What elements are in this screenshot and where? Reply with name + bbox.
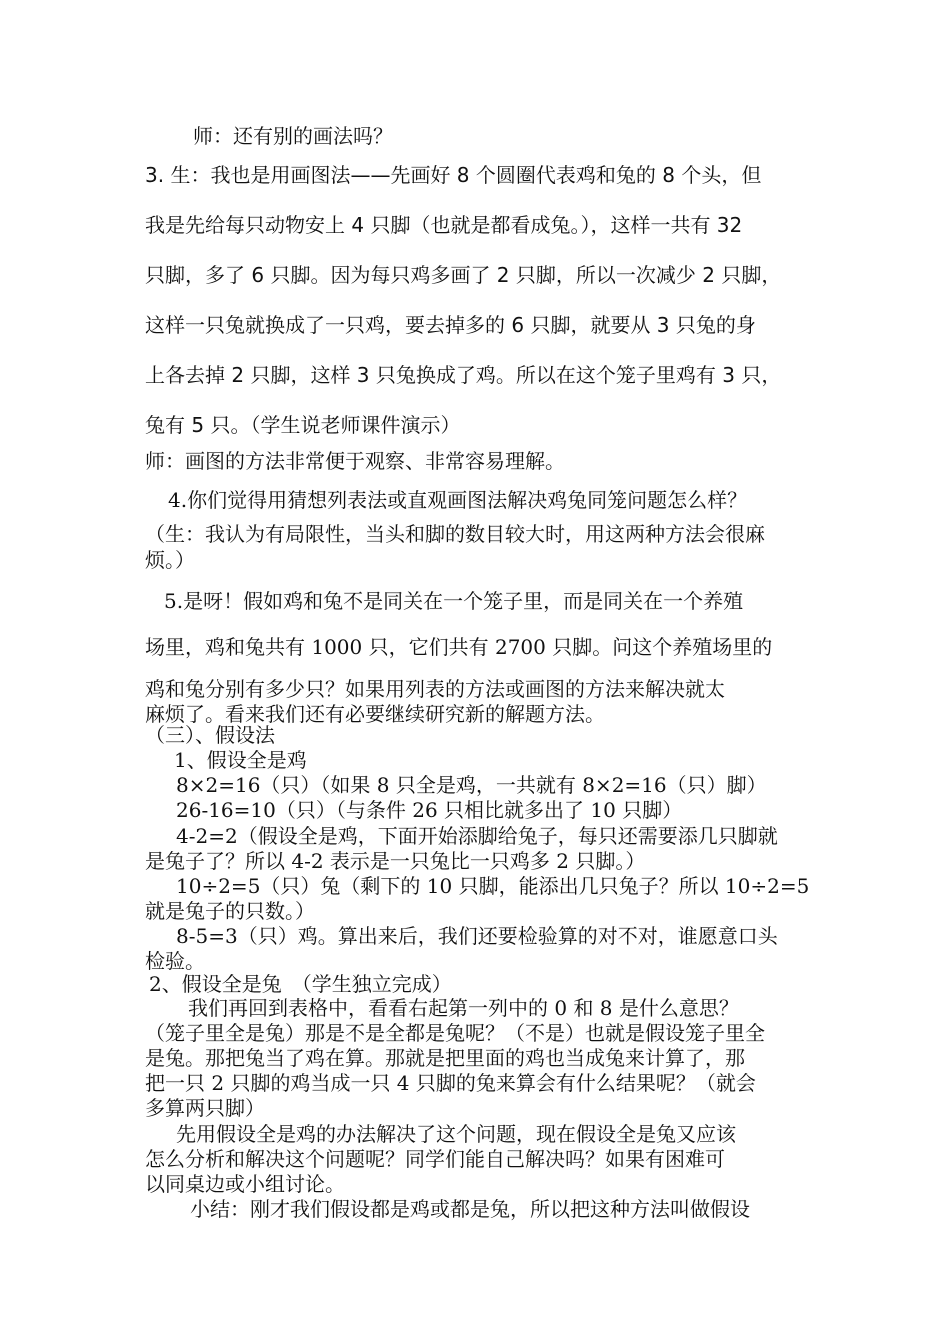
text-line: 3. 生：我也是用画图法——先画好 8 个圆圈代表鸡和兔的 8 个头，但 — [145, 163, 762, 187]
text-line: （笼子里全是兔）那是不是全都是兔呢？（不是）也就是假设笼子里全 — [145, 1021, 765, 1045]
text-line: 就是兔子的只数。） — [145, 899, 315, 923]
text-line: 4-2=2（假设全是鸡，下面开始添脚给兔子，每只还需要添几只脚就 — [176, 824, 778, 848]
text-line: 兔有 5 只。（学生说老师课件演示） — [145, 413, 461, 437]
text-line: 只脚，多了 6 只脚。因为每只鸡多画了 2 只脚，所以一次减少 2 只脚， — [145, 263, 782, 287]
subsection-heading: 1、假设全是鸡 — [174, 748, 307, 772]
text-line: 我是先给每只动物安上 4 只脚（也就是都看成兔。），这样一共有 32 — [145, 213, 743, 237]
text-line: 师：画图的方法非常便于观察、非常容易理解。 — [145, 449, 565, 473]
section-heading: （三）、假设法 — [145, 723, 275, 747]
text-line: 以同桌边或小组讨论。 — [145, 1172, 345, 1196]
text-line: 麻烦了。看来我们还有必要继续研究新的解题方法。 — [145, 702, 605, 726]
text-line: 场里，鸡和兔共有 1000 只，它们共有 2700 只脚。问这个养殖场里的 — [145, 635, 773, 659]
text-line: 先用假设全是鸡的办法解决了这个问题，现在假设全是兔又应该 — [176, 1122, 736, 1146]
text-line: 8-5=3（只）鸡。算出来后，我们还要检验算的对不对，谁愿意口头 — [176, 924, 778, 948]
text-line: 检验。 — [145, 949, 205, 973]
text-line: 鸡和兔分别有多少只？如果用列表的方法或画图的方法来解决就太 — [145, 677, 725, 701]
text-line: （生：我认为有局限性，当头和脚的数目较大时，用这两种方法会很麻 — [145, 522, 765, 546]
text-line: 我们再回到表格中，看看右起第一列中的 0 和 8 是什么意思？ — [188, 996, 739, 1020]
text-line: 师：还有别的画法吗？ — [193, 124, 393, 148]
text-line: 26-16=10（只）（与条件 26 只相比就多出了 10 只脚） — [176, 798, 683, 822]
text-line: 10÷2=5（只）兔（剩下的 10 只脚，能添出几只兔子？所以 10÷2=5 — [176, 874, 810, 898]
text-line: 是兔子了？所以 4-2 表示是一只兔比一只鸡多 2 只脚。） — [145, 849, 646, 873]
text-line: 5.是呀！假如鸡和兔不是同关在一个笼子里，而是同关在一个养殖 — [164, 589, 744, 613]
text-line: 这样一只兔就换成了一只鸡，要去掉多的 6 只脚，就要从 3 只兔的身 — [145, 313, 756, 337]
text-line: 怎么分析和解决这个问题呢？同学们能自己解决吗？如果有困难可 — [145, 1147, 725, 1171]
text-line: 4.你们觉得用猜想列表法或直观画图法解决鸡兔同笼问题怎么样？ — [168, 488, 748, 512]
text-line: 多算两只脚） — [145, 1096, 265, 1120]
text-line: 烦。） — [145, 548, 195, 572]
text-line: 把一只 2 只脚的鸡当成一只 4 只脚的兔来算会有什么结果呢？（就会 — [145, 1071, 756, 1095]
text-line: 是兔。那把兔当了鸡在算。那就是把里面的鸡也当成兔来计算了，那 — [145, 1046, 745, 1070]
text-line: 小结：刚才我们假设都是鸡或都是兔，所以把这种方法叫做假设 — [190, 1197, 750, 1221]
subsection-heading: 2、假设全是兔 （学生独立完成） — [149, 972, 452, 996]
text-line: 8×2=16（只）（如果 8 只全是鸡，一共就有 8×2=16（只）脚） — [176, 773, 767, 797]
text-line: 上各去掉 2 只脚，这样 3 只兔换成了鸡。所以在这个笼子里鸡有 3 只， — [145, 363, 782, 387]
